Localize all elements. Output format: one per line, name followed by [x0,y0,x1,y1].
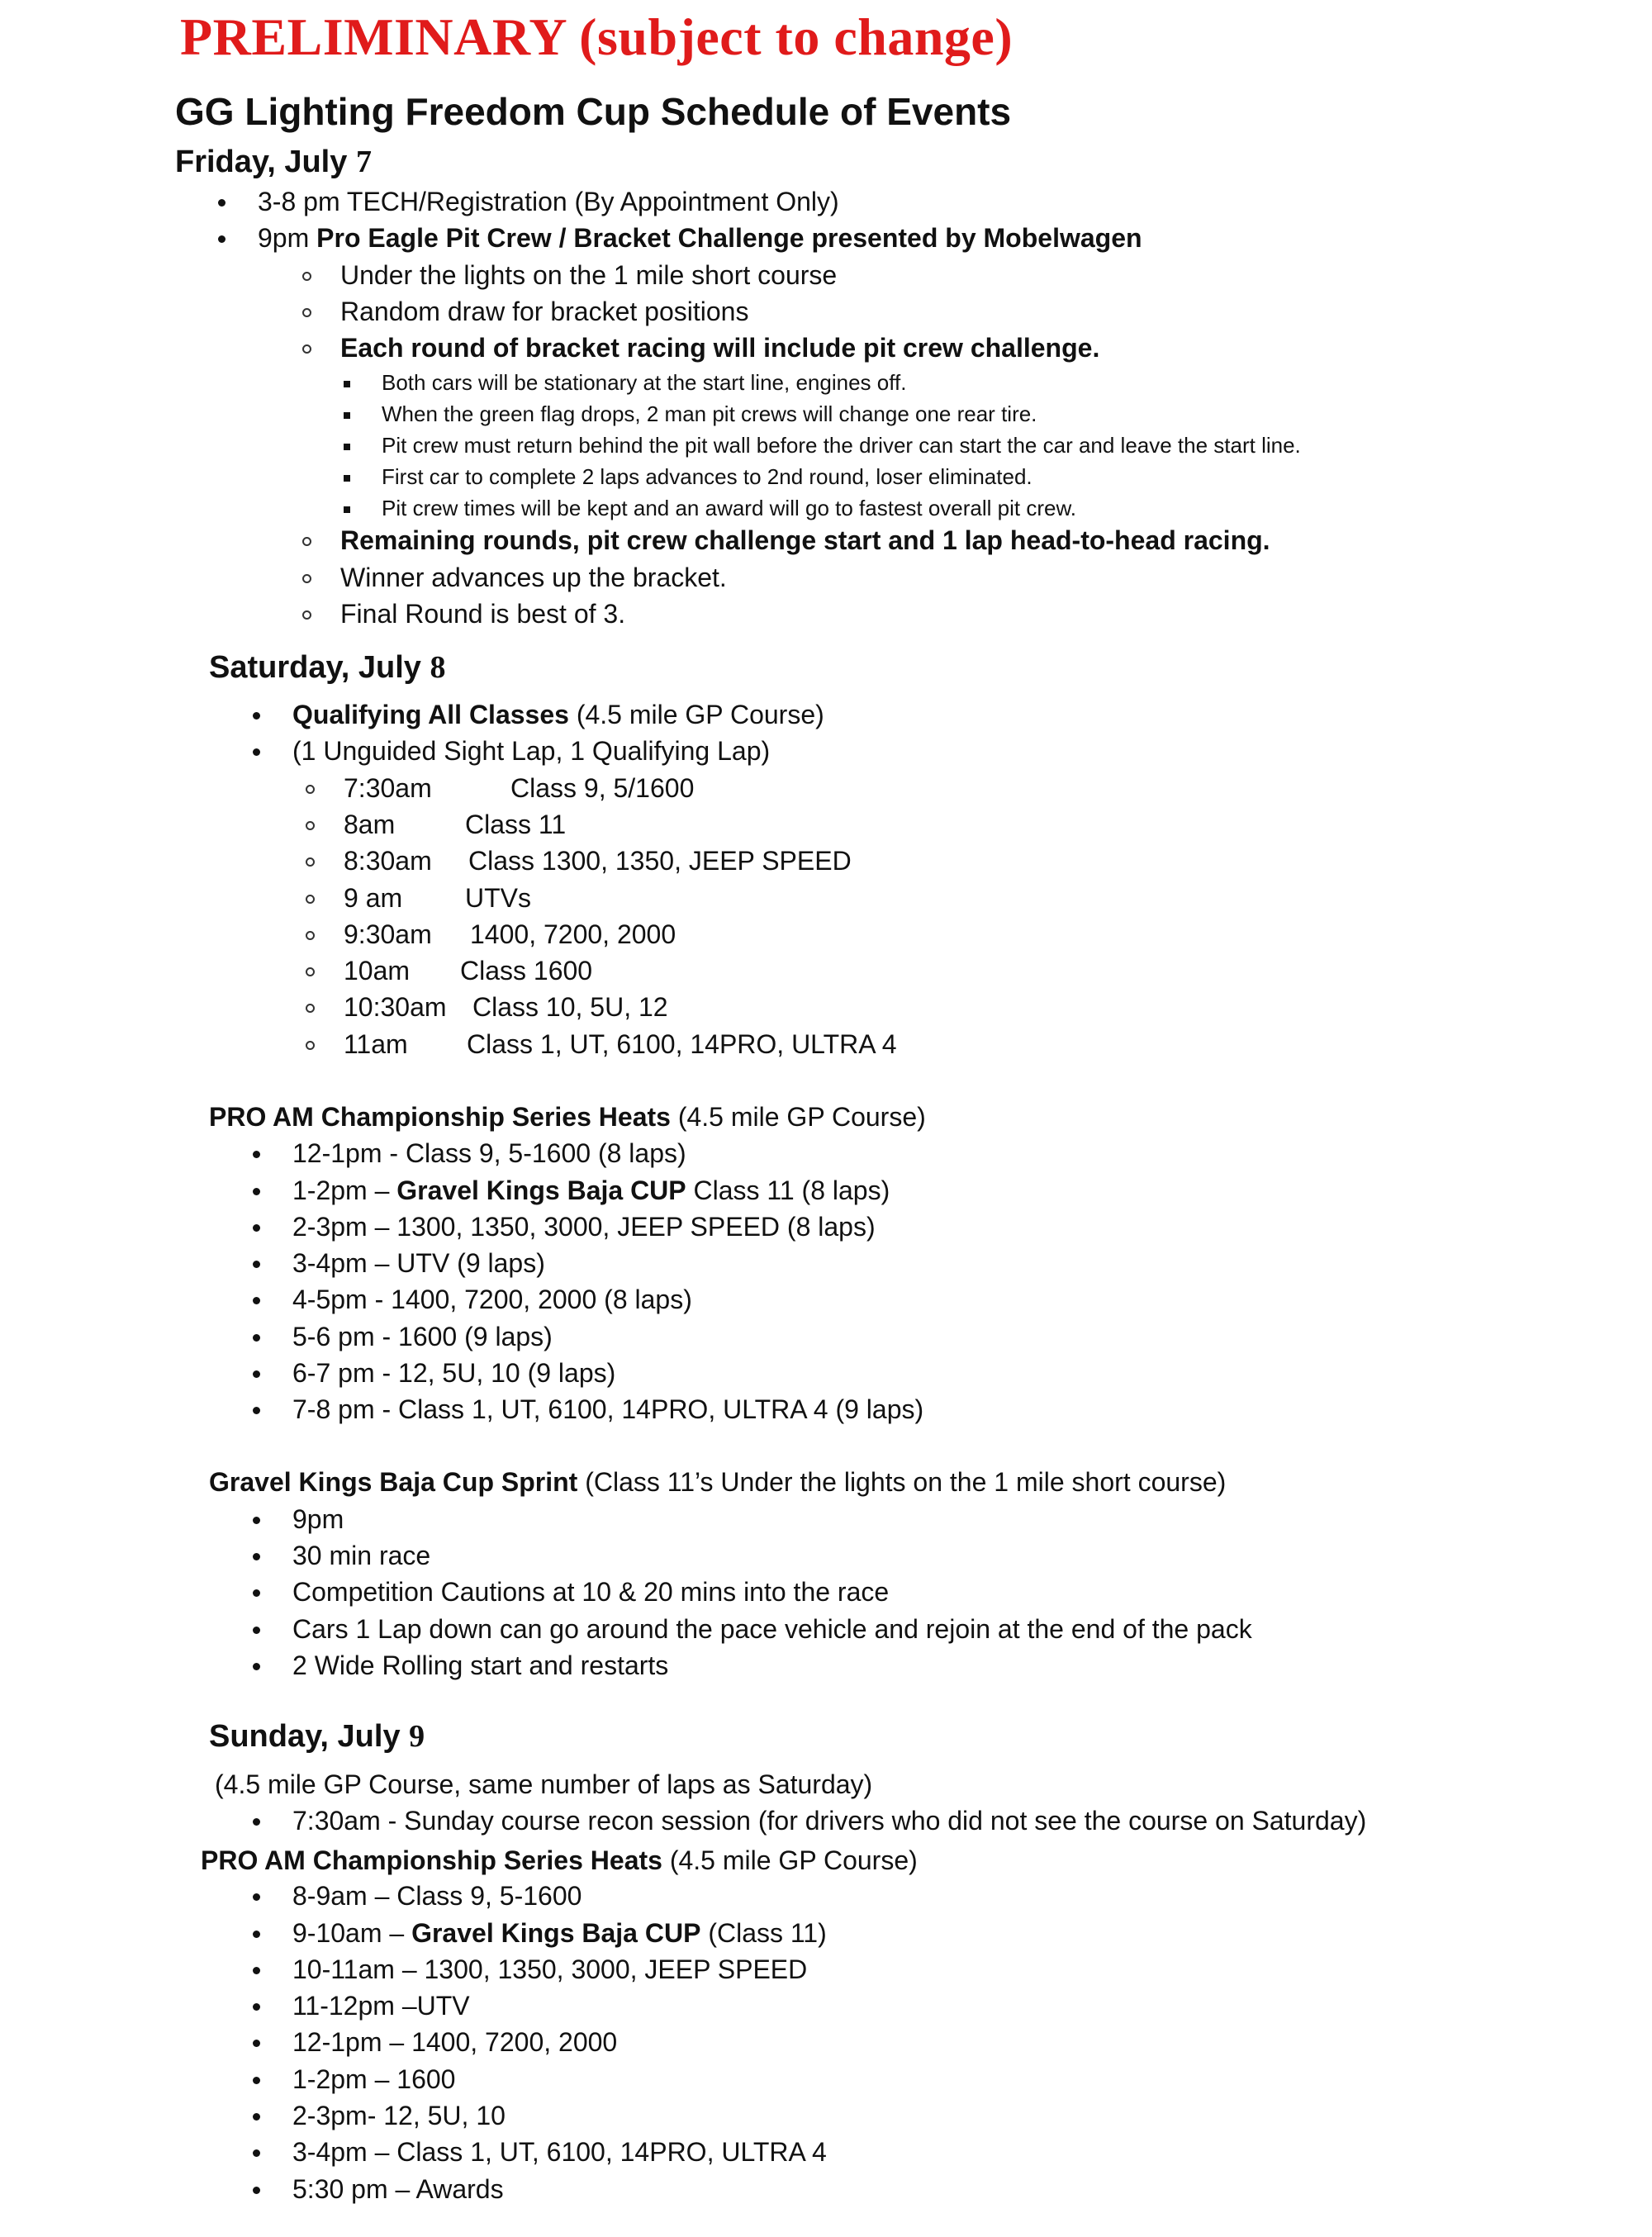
pit-time: 9pm [258,223,317,253]
friday-rule-row [382,370,906,396]
friday-sub-row [340,563,727,593]
bullet-icon [218,199,225,207]
circle-bullet-icon [302,574,311,583]
saturday-heat-row [292,1175,890,1206]
heat-bold: Gravel Kings Baja CUP [396,1175,686,1205]
heat-text: 3-4pm – UTV (9 laps) [292,1248,545,1278]
circle-bullet-icon [306,857,315,867]
circle-bullet-icon [306,821,315,830]
bullet-icon [253,1261,260,1268]
heat-text: 5-6 pm - 1600 (9 laps) [292,1322,553,1351]
friday-rule-row [382,401,1037,427]
bullet-icon [253,1893,260,1901]
rule-text: First car to complete 2 laps advances to 2nd round, loser eliminated. [382,464,1032,489]
sunday-heading [209,1718,425,1755]
sprint-row [292,1650,668,1681]
qualifying-classes: Class 1, UT, 6100, 14PRO, ULTRA 4 [467,1029,897,1059]
heat-text-post: Class 11 (8 laps) [686,1175,890,1205]
friday-sub-item: Random draw for bracket positions [340,297,749,326]
saturday-heat-row [292,1138,686,1169]
sunday-heat-row [292,2101,506,2131]
recon-text: 7:30am - Sunday course recon session (for drivers who did not see the course on Saturday) [292,1806,1367,1836]
sunday-heat-row [292,2174,504,2205]
heats-course: (4.5 mile GP Course) [670,1102,926,1132]
bullet-icon [253,2113,260,2121]
heat-text: 11-12pm –UTV [292,1991,470,2021]
circle-bullet-icon [302,272,311,281]
sunday-heat-row [292,2064,455,2095]
friday-label: Friday, July [175,145,356,179]
recon-row [292,1806,1366,1836]
saturday-heat-row [292,1212,876,1242]
circle-bullet-icon [306,1004,315,1013]
sunday-heat-row [292,1881,582,1912]
bullet-icon [253,1407,260,1414]
bullet-icon [253,1967,260,1974]
circle-bullet-icon [302,610,311,620]
sprint-row [292,1577,889,1608]
saturday-heat-row [292,1285,692,1315]
saturday-heat-row [292,1248,545,1279]
qualifying-time: 9:30am [344,919,432,949]
saturday-heats-heading [209,1102,926,1133]
friday-sub-item: Remaining rounds, pit crew challenge start and 1 lap head-to-head racing. [340,525,1270,555]
qualifying-classes: Class 1300, 1350, JEEP SPEED [468,846,852,876]
sprint-row [292,1614,1252,1645]
rule-text: Pit crew must return behind the pit wall before the driver can start the car and leave the start line. [382,433,1301,458]
page-title: GG Lighting Freedom Cup Schedule of Events [175,90,1012,133]
sunday-label: Sunday, July [209,1719,410,1754]
heat-text: 2-3pm – 1300, 1350, 3000, JEEP SPEED (8 laps) [292,1212,876,1242]
circle-bullet-icon [306,785,315,794]
bullet-icon [253,1818,260,1826]
heat-text: 1-2pm – [292,1175,397,1205]
circle-bullet-icon [306,967,315,976]
rule-text: When the green flag drops, 2 man pit crews will change one rear tire. [382,401,1037,426]
circle-bullet-icon [302,308,311,317]
friday-item: 3-8 pm TECH/Registration (By Appointment Only) [258,187,839,216]
heat-text: 2-3pm- 12, 5U, 10 [292,2101,506,2130]
square-bullet-icon [344,381,350,387]
heats-title: PRO AM Championship Series Heats [209,1102,671,1132]
qualifying-time: 8:30am [344,846,432,876]
heat-bold: Gravel Kings Baja CUP [411,1918,701,1948]
qualifying-time: 8am [344,810,396,839]
friday-sub-row [340,260,837,291]
pit-challenge-title: Pro Eagle Pit Crew / Bracket Challenge presented by Mobelwagen [316,223,1142,253]
bullet-icon [218,235,225,243]
sprint-item: 30 min race [292,1541,431,1570]
qualifying-time: 10:30am [344,992,447,1022]
qualifying-classes: Class 9, 5/1600 [510,773,695,803]
qualifying-classes: Class 1600 [460,956,593,986]
bullet-icon [253,1151,260,1158]
circle-bullet-icon [306,895,315,904]
qualifying-classes: Class 11 [465,810,567,839]
saturday-heat-row [292,1394,923,1425]
qualifying-classes: Class 10, 5U, 12 [472,992,668,1022]
heat-text: 6-7 pm - 12, 5U, 10 (9 laps) [292,1358,616,1388]
sunday-day-number: 9 [409,1719,425,1754]
bullet-icon [253,1370,260,1378]
friday-rule-row [382,464,1032,490]
bullet-icon [253,1663,260,1670]
qualifying-row [292,700,824,730]
friday-sub-row [340,525,1270,556]
friday-sub-row [340,599,625,629]
bullet-icon [253,1589,260,1597]
saturday-heat-row [292,1358,615,1389]
square-bullet-icon [344,506,350,513]
sprint-item: Cars 1 Lap down can go around the pace vehicle and rejoin at the end of the pack [292,1614,1252,1644]
friday-sub-item: Each round of bracket racing will include pit crew challenge. [340,333,1100,363]
friday-heading [175,144,372,180]
sunday-heat-row [292,1918,827,1949]
qualifying-classes: UTVs [465,883,531,913]
heat-text: 1-2pm – 1600 [292,2064,456,2094]
bullet-icon [253,2040,260,2047]
qualifying-time: 10am [344,956,411,986]
sunday-heats-heading [201,1845,918,1876]
qualifying-time: 9 am [344,883,403,913]
qualifying-note: (1 Unguided Sight Lap, 1 Qualifying Lap) [292,736,771,766]
rule-text: Pit crew times will be kept and an award will go to fastest overall pit crew. [382,496,1077,520]
heat-text-post: (Class 11) [700,1918,827,1948]
bullet-icon [253,2077,260,2084]
qualifying-time: 11am [344,1029,408,1059]
bullet-icon [253,1627,260,1634]
friday-sub-row [340,333,1099,363]
heat-text: 7-8 pm - Class 1, UT, 6100, 14PRO, ULTRA 4 (9 laps) [292,1394,924,1424]
sunday-note: (4.5 mile GP Course, same number of laps as Saturday) [215,1769,873,1799]
heat-text: 3-4pm – Class 1, UT, 6100, 14PRO, ULTRA 4 [292,2137,827,2167]
friday-day-number: 7 [355,145,372,179]
heat-text: 12-1pm – 1400, 7200, 2000 [292,2027,618,2057]
heat-text: 9-10am – [292,1918,412,1948]
circle-bullet-icon [306,931,315,940]
square-bullet-icon [344,412,350,419]
heat-text: 5:30 pm – Awards [292,2174,504,2204]
sunday-heat-row [292,1991,470,2021]
heat-text: 8-9am – Class 9, 5-1600 [292,1881,582,1911]
sprint-row [292,1541,430,1571]
bullet-icon [253,1553,260,1560]
bullet-icon [253,2149,260,2157]
sprint-desc: (Class 11’s Under the lights on the 1 mile short course) [577,1467,1227,1497]
friday-rule-row [382,433,1301,458]
circle-bullet-icon [302,344,311,354]
bullet-icon [253,1931,260,1938]
sunday-heat-row [292,1954,807,1985]
bullet-icon [253,1297,260,1304]
heat-text: 12-1pm - Class 9, 5-1600 (8 laps) [292,1138,686,1168]
sprint-title: Gravel Kings Baja Cup Sprint [209,1467,578,1497]
friday-sub-item: Winner advances up the bracket. [340,563,727,592]
bullet-icon [253,1517,260,1524]
sunday-heat-row [292,2027,617,2058]
qualifying-classes: 1400, 7200, 2000 [470,919,676,949]
bullet-icon [253,712,260,720]
circle-bullet-icon [306,1041,315,1050]
circle-bullet-icon [302,537,311,546]
bullet-icon [253,2003,260,2011]
sprint-heading [209,1467,1226,1498]
rule-text: Both cars will be stationary at the start line, engines off. [382,370,907,395]
saturday-heat-row [292,1322,553,1352]
heats-title: PRO AM Championship Series Heats [201,1845,662,1875]
square-bullet-icon [344,444,350,450]
qualifying-title: Qualifying All Classes [292,700,569,729]
qualifying-note-row [292,736,770,767]
bullet-icon [253,1188,260,1195]
sunday-heat-row [292,2137,827,2168]
sprint-item: Competition Cautions at 10 & 20 mins into the race [292,1577,890,1607]
bullet-icon [253,1224,260,1232]
sunday-note-row [215,1769,872,1800]
preliminary-banner: PRELIMINARY (subject to change) [180,7,1014,66]
saturday-label: Saturday, July [209,650,430,685]
friday-sub-item: Under the lights on the 1 mile short course [340,260,838,290]
friday-rule-row [382,496,1076,521]
qualifying-time: 7:30am [344,773,432,803]
sprint-item: 9pm [292,1504,344,1534]
bullet-icon [253,1334,260,1342]
bullet-icon [253,748,260,756]
heats-course: (4.5 mile GP Course) [662,1845,918,1875]
square-bullet-icon [344,475,350,482]
heat-text: 4-5pm - 1400, 7200, 2000 (8 laps) [292,1285,692,1314]
bullet-icon [253,2187,260,2194]
friday-sub-row [340,297,748,327]
friday-registration [258,187,839,217]
saturday-day-number: 8 [430,650,446,685]
heat-text: 10-11am – 1300, 1350, 3000, JEEP SPEED [292,1954,808,1984]
qualifying-course: (4.5 mile GP Course) [568,700,824,729]
friday-pit-challenge [258,223,1142,254]
friday-sub-item: Final Round is best of 3. [340,599,626,629]
sprint-row [292,1504,344,1535]
sprint-item: 2 Wide Rolling start and restarts [292,1650,669,1680]
saturday-heading [209,649,446,686]
